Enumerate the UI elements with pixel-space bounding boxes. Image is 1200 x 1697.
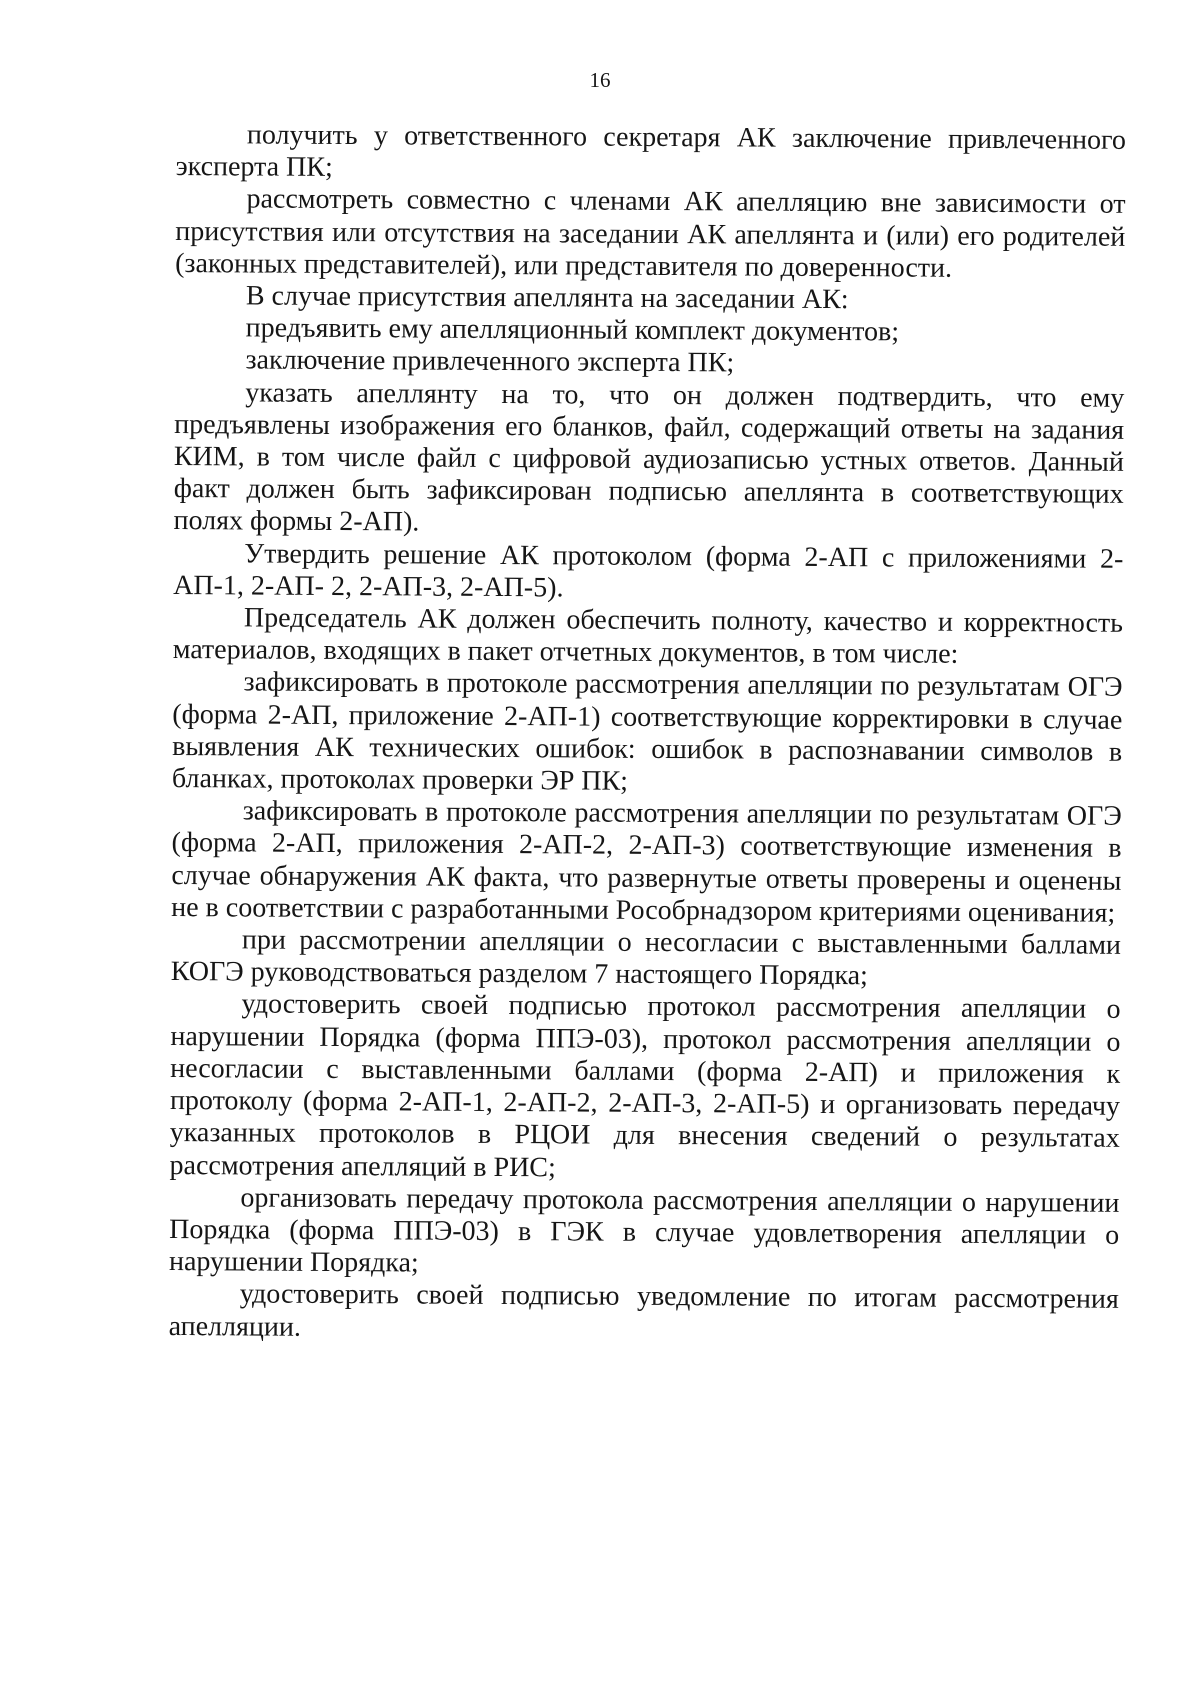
paragraph: зафиксировать в протоколе рассмотрения апелляции по результатам ОГЭ (форма 2-АП, приложения 2-АП-2, 2-АП-3) соответствующие изменения в случае обнаружения АК факта, что развернутые ответы проверены и оценены не в соответствии с разработанными Рособрнадзором критериями оценивания; [171, 795, 1122, 929]
paragraph: предъявить ему апелляционный комплект документов; [245, 312, 900, 348]
paragraph: рассмотреть совместно с членами АК апелляцию вне зависимости от присутствия или отсутствия на заседании АК апеллянта и (или) его родителей (законных представителей), или представителя по доверенности. [175, 183, 1126, 284]
paragraph: получить у ответственного секретаря АК заключение привлеченного эксперта ПК; [175, 119, 1126, 184]
paragraph: удостоверить своей подписью протокол рассмотрения апелляции о нарушении Порядка (форма ППЭ-03), протокол рассмотрения апелляции о несогласии с выставленными баллами (форма 2-АП) и приложения к протоколу (форма 2-АП-1, 2-АП-2, 2-АП-3, 2-АП-5) и организовать передачу указанных протоколов в РЦОИ для внесения сведений о результатах рассмотрения апелляций в РИС; [169, 988, 1121, 1183]
page-number: 16 [589, 68, 611, 92]
paragraph: Председатель АК должен обеспечить полноту, качество и корректность материалов, входящих в пакет отчетных документов, в том числе: [172, 602, 1124, 671]
document-body [169, 119, 1126, 1348]
paragraph: В случае присутствия апеллянта на заседании АК: [245, 280, 849, 316]
paragraph: заключение привлеченного эксперта ПК; [245, 344, 735, 379]
paragraph: организовать передачу протокола рассмотрения апелляции о нарушении Порядка (форма ППЭ-03) в ГЭК в случае удовлетворения апелляции о нарушении Порядка; [168, 1182, 1120, 1279]
paragraph: при рассмотрении апелляции о несогласии с выставленными баллами КОГЭ руководствоваться разделом 7 настоящего Порядка; [170, 924, 1122, 992]
paragraph: удостоверить своей подписью уведомление по итогам рассмотрения апелляции. [168, 1278, 1119, 1343]
paragraph: указать апеллянту на то, что он должен подтвердить, что ему предъявлены изображения его бланков, файл, содержащий ответы на задания КИМ, в том числе файл с цифровой аудиозаписью устных ответов. Данный факт должен быть зафиксирован подписью апеллянта в соответствующих полях формы 2-АП). [173, 377, 1125, 538]
paragraph: зафиксировать в протоколе рассмотрения апелляции по результатам ОГЭ (форма 2-АП, приложение 2-АП-1) соответствующие корректировки в случае выявления АК технических ошибок: ошибок в распознавании символов в бланках, протоколах проверки ЭР ПК; [171, 666, 1123, 797]
paragraph: Утвердить решение АК протоколом (форма 2-АП с приложениями 2-АП-1, 2-АП- 2, 2-АП-3, 2-АП-5). [173, 538, 1124, 604]
